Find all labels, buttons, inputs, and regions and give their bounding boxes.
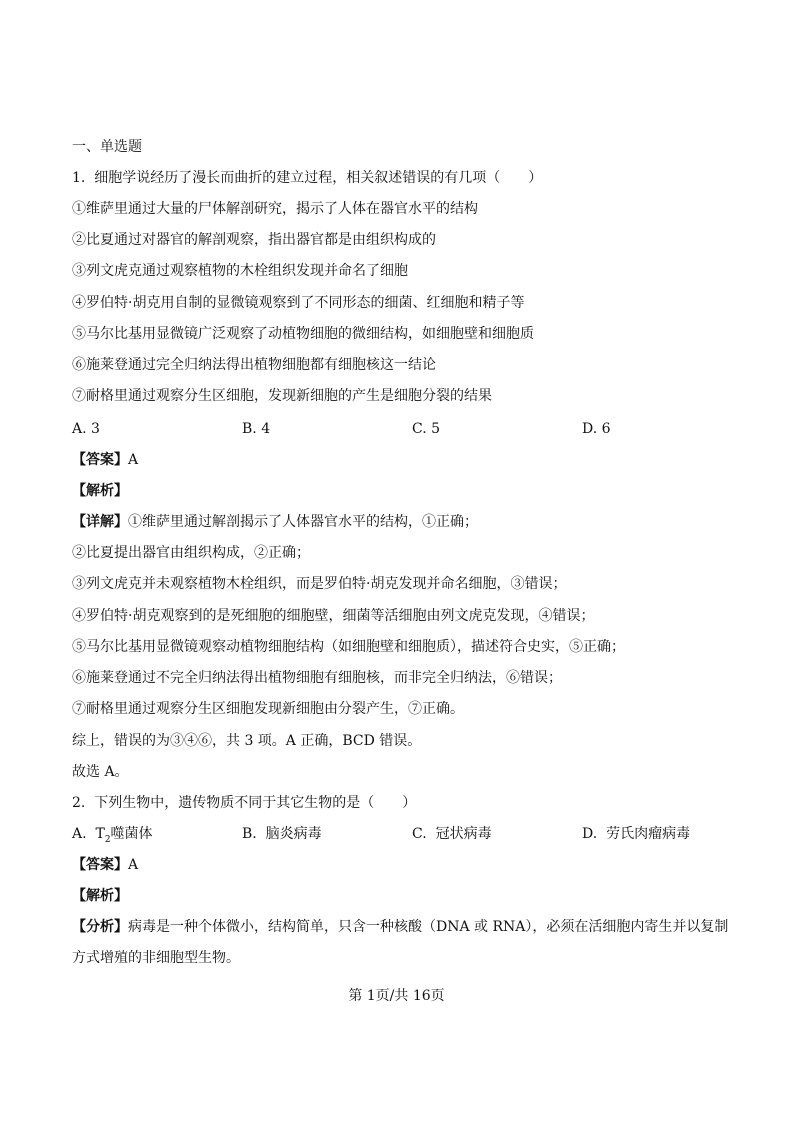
q2-answer xyxy=(72,855,138,875)
question-2-stem: 2. 下列生物中，遗传物质不同于其它生物的是（ ） xyxy=(72,795,417,811)
q1-statement-3: ③列文虎克通过观察植物的木栓组织发现并命名了细胞 xyxy=(72,263,408,279)
q1-analysis-heading xyxy=(72,481,128,501)
q1-detail-4: ④罗伯特·胡克观察到的是死细胞的细胞壁，细菌等活细胞由列文虎克发现，④错误； xyxy=(72,608,595,624)
q1-detail-5: ⑤马尔比基用显微镜观察动植物细胞结构（如细胞壁和细胞质），描述符合史实，⑤正确； xyxy=(72,639,625,655)
page-footer: 第 1页/共 16页 xyxy=(348,988,445,1004)
q2-option-a-subscript: 2 xyxy=(104,834,111,845)
detail-tag: 【详解】 xyxy=(72,514,128,530)
q1-answer xyxy=(72,450,138,470)
q1-option-c: C. 5 xyxy=(412,421,441,437)
q1-statement-1: ①维萨里通过大量的尸体解剖研究，揭示了人体在器官水平的结构 xyxy=(72,201,478,217)
q2-option-a xyxy=(72,824,153,850)
fenxi-tag: 【分析】 xyxy=(72,919,128,935)
q2-option-c: C. 冠状病毒 xyxy=(412,826,492,842)
question-1-stem: 1. 细胞学说经历了漫长而曲折的建立过程，相关叙述错误的有几项（ ） xyxy=(72,170,543,186)
q1-option-b: B. 4 xyxy=(242,421,271,437)
q1-statement-6: ⑥施莱登通过完全归纳法得出植物细胞都有细胞核这一结论 xyxy=(72,357,436,373)
detail-text: ①维萨里通过解剖揭示了人体器官水平的结构，①正确； xyxy=(128,514,478,530)
analysis-tag: 【解析】 xyxy=(72,888,128,904)
q2-options xyxy=(72,824,732,844)
fenxi-text: 病毒是一种个体微小，结构简单，只含一种核酸（DNA 或 RNA），必须在活细胞内寄生并以复制 xyxy=(128,919,729,935)
answer-value: A xyxy=(128,452,139,468)
q2-option-b: B. 脑炎病毒 xyxy=(242,826,322,842)
q1-detail-7: ⑦耐格里通过观察分生区细胞发现新细胞由分裂产生，⑦正确。 xyxy=(72,701,464,717)
q1-statement-5: ⑤马尔比基用显微镜广泛观察了动植物细胞的微细结构，如细胞壁和细胞质 xyxy=(72,326,534,342)
answer-tag: 【答案】 xyxy=(72,857,128,873)
answer-value: A xyxy=(128,857,139,873)
q2-option-a-suffix: 噬菌体 xyxy=(110,826,153,842)
q1-option-d: D. 6 xyxy=(582,421,611,437)
q1-options xyxy=(72,419,732,439)
q1-statement-7: ⑦耐格里通过观察分生区细胞，发现新细胞的产生是细胞分裂的结果 xyxy=(72,388,492,404)
q1-statement-2: ②比夏通过对器官的解剖观察，指出器官都是由组织构成的 xyxy=(72,232,436,248)
q1-statement-4: ④罗伯特·胡克用自制的显微镜观察到了不同形态的细菌、红细胞和精子等 xyxy=(72,295,525,311)
q2-fenxi-1 xyxy=(72,917,728,937)
answer-tag: 【答案】 xyxy=(72,452,128,468)
q1-option-a: A. 3 xyxy=(72,421,100,437)
section-title: 一、单选题 xyxy=(72,139,142,155)
q1-detail-1 xyxy=(72,512,478,532)
q2-analysis-heading xyxy=(72,886,128,906)
q2-option-d: D. 劳氏肉瘤病毒 xyxy=(582,826,691,842)
q2-fenxi-2: 方式增殖的非细胞型生物。 xyxy=(72,950,240,966)
q1-detail-3: ③列文虎克并未观察植物木栓组织，而是罗伯特·胡克发现并命名细胞，③错误； xyxy=(72,576,567,592)
analysis-tag: 【解析】 xyxy=(72,483,128,499)
q1-conclusion: 故选 A。 xyxy=(72,764,129,780)
q1-detail-6: ⑥施莱登通过不完全归纳法得出植物细胞有细胞核，而非完全归纳法，⑥错误； xyxy=(72,670,562,686)
q1-summary: 综上，错误的为③④⑥，共 3 项。A 正确，BCD 错误。 xyxy=(72,733,422,749)
q2-option-a-prefix: A. T xyxy=(72,826,105,842)
q1-detail-2: ②比夏提出器官由组织构成，②正确； xyxy=(72,545,310,561)
